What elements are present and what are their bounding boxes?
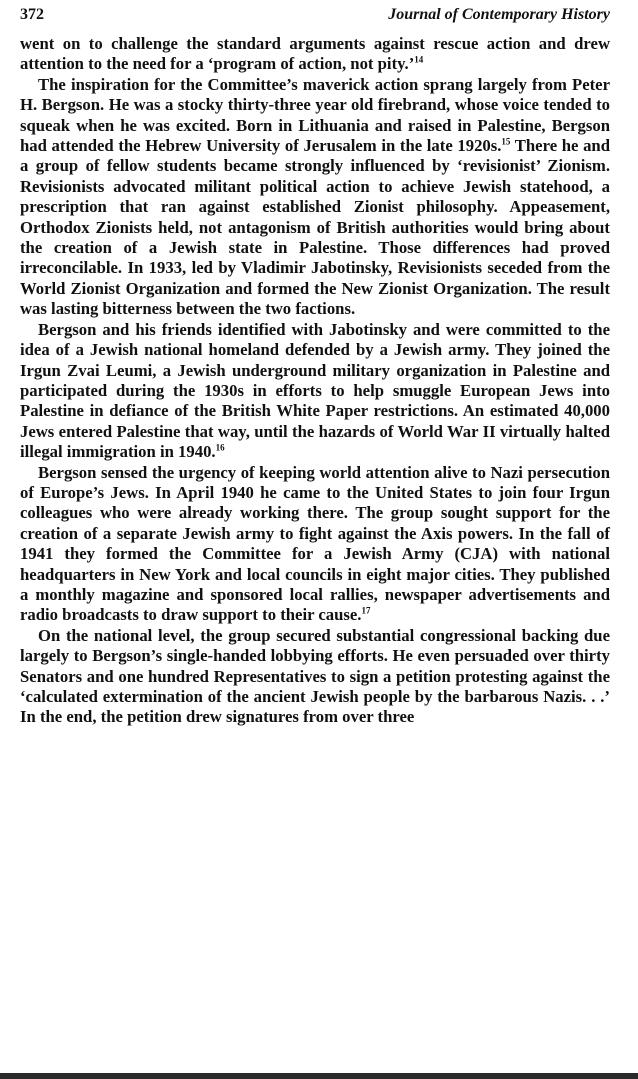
paragraph-4 <box>20 463 610 626</box>
paragraph-text: On the national level, the group secured substantial congressional backing due largely to Bergson’s single-handed lobbying efforts. He even persuaded over thirty Senators and one hundred Representatives to sign a petition protesting against the ‘calculated extermination of the ancient Jewish people by the barbarous Nazis. . .’ In the end, the petition drew signatures from over three <box>20 625 610 727</box>
paragraph-text: Bergson sensed the urgency of keeping world attention alive to Nazi persecution of Europe’s Jews. In April 1940 he came to the United States to join four Irgun colleagues who were already working there. The group sought support for the creation of a separate Jewish army to fight against the Axis powers. In the fall of 1941 they formed the Committee for a Jewish Army (CJA) with national headquarters in New York and local councils in eight major cities. They published a monthly magazine and sponsored local rallies, newspaper advertisements and radio broadcasts to draw support to their cause. <box>20 462 610 625</box>
paragraph-text: Bergson and his friends identified with Jabotinsky and were committed to the idea of a Jewish national homeland defended by a Jewish army. They joined the Irgun Zvai Leumi, a Jewish underground military organization in Palestine and participated during the 1930s in efforts to help smuggle European Jews into Palestine in defiance of the British White Paper restrictions. An estimated 40,000 Jews entered Palestine that way, until the hazards of World War II virtually halted illegal immigration in 1940. <box>20 319 610 462</box>
running-head: Journal of Contemporary History <box>388 6 610 23</box>
footnote-marker[interactable]: 14 <box>414 54 424 65</box>
page-header <box>20 0 610 34</box>
paragraph-5 <box>20 626 610 728</box>
paragraph-text: The inspiration for the Committee’s maverick action sprang largely from Peter H. Bergson. He was a stocky thirty-three year old firebrand, whose voice tended to squeak when he was excited. Born in Lithuania and raised in Palestine, Bergson had attended the Hebrew University of Jerusalem in the late 1920s. <box>20 74 610 156</box>
body-text <box>20 34 610 728</box>
paragraph-text-continued: There he and a group of fellow students became strongly influenced by ‘revisionist’ Zionism. Revisionists advocated militant political action to achieve Jewish statehood, a prescription that ran against established Zionist philosophy. Appeasement, Orthodox Zionists held, not antagonism of British authorities would bring about the creation of a Jewish state in Palestine. Those differences had proved irreconcilable. In 1933, led by Vladimir Jabotinsky, Revisionists seceded from the World Zionist Organization and formed the New Zionist Organization. The result was lasting bitterness between the two factions. <box>20 136 610 319</box>
scan-bottom-edge <box>0 1073 638 1079</box>
footnote-marker[interactable]: 16 <box>215 442 225 453</box>
paragraph-2 <box>20 75 610 320</box>
journal-page <box>20 0 610 728</box>
paragraph-3 <box>20 320 610 463</box>
footnote-marker[interactable]: 17 <box>361 605 371 616</box>
page-number: 372 <box>20 6 44 23</box>
paragraph-1 <box>20 34 610 75</box>
footnote-marker[interactable]: 15 <box>501 136 511 147</box>
paragraph-text: went on to challenge the standard arguments against rescue action and drew attention to the need for a ‘program of action, not pity.’ <box>20 34 610 74</box>
